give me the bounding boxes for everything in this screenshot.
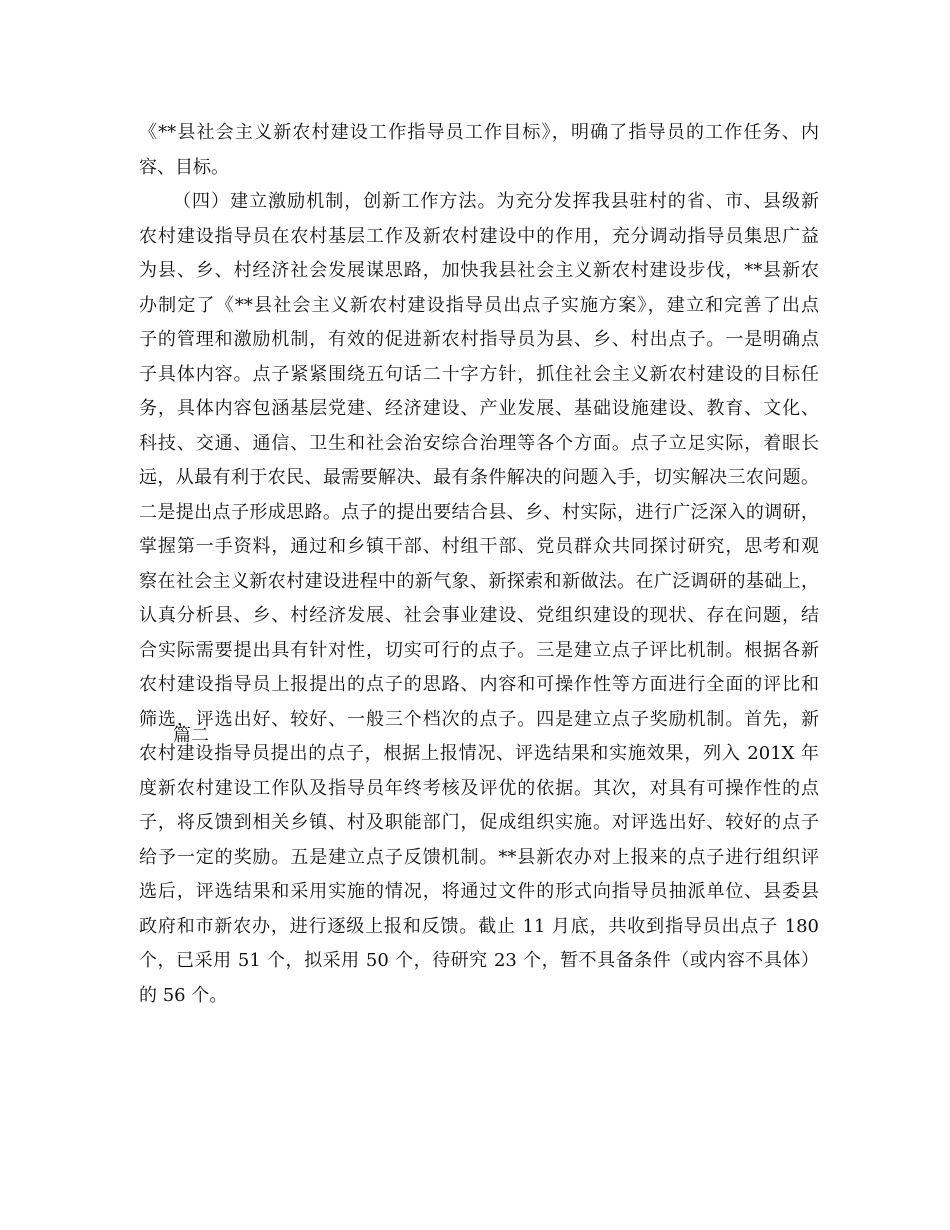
text-line: 二是提出点子形成思路。点子的提出要结合县、乡、村实际，进行广泛深入的调研， [139,501,819,523]
paragraph-first-line: （四）建立激励机制，创新工作方法。为充分发挥我县驻村的省、市、县级新 [173,191,819,212]
text-line: 选后，评选结果和采用实施的情况，将通过文件的形式向指导员抽派单位、县委县 [139,881,819,902]
text-line: 度新农村建设工作队及指导员年终考核及评优的依据。其次，对具有可操作性的点 [139,777,819,799]
text-line: 认真分析县、乡、村经济发展、社会事业建设、党组织建设的现状、存在问题，结 [139,605,819,626]
text-line: 农村建设指导员在农村基层工作及新农村建设中的作用，充分调动指导员集思广益 [139,225,819,247]
text-line: 子具体内容。点子紧紧围绕五句话二十字方针，抓住社会主义新农村建设的目标任 [139,363,819,385]
text-line: 农村建设指导员上报提出的点子的思路、内容和可操作性等方面进行全面的评比和 [139,674,819,695]
text-line: 务，具体内容包涵基层党建、经济建设、产业发展、基础设施建设、教育、文化、 [139,398,819,419]
text-line: 给予一定的奖励。五是建立点子反馈机制。**县新农办对上报来的点子进行组织评 [139,846,819,868]
text-line: 远，从最有利于农民、最需要解决、最有条件解决的问题入手，切实解决三农问题。 [139,467,819,488]
text-line: 子的管理和激励机制，有效的促进新农村指导员为县、乡、村出点子。一是明确点 [139,329,819,350]
text-line: 掌握第一手资料，通过和乡镇干部、村组干部、党员群众共同探讨研究，思考和观 [139,536,819,557]
text-line: 《**县社会主义新农村建设工作指导员工作目标》，明确了指导员的工作任务、内 [139,122,819,143]
text-line: 个，已采用 51 个，拟采用 50 个，待研究 23 个，暂不具备条件（或内容不具体） [139,950,819,971]
text-line: 科技、交通、通信、卫生和社会治安综合治理等各个方面。点子立足实际，着眼长 [139,432,819,454]
text-line: 筛选，评选出好、较好、一般三个档次的点子。四是建立点子奖励机制。首先，新 [139,708,819,730]
text-line: 政府和市新农办，进行逐级上报和反馈。截止 11 月底，共收到指导员出点子 180 [139,915,819,937]
text-line: 为县、乡、村经济社会发展谋思路，加快我县社会主义新农村建设步伐，**县新农 [139,260,819,281]
body-text [139,116,819,1013]
text-line: 办制定了《**县社会主义新农村建设指导员出点子实施方案》，建立和完善了出点 [139,294,819,316]
text-line: 察在社会主义新农村建设进程中的新气象、新探索和新做法。在广泛调研的基础上， [139,570,819,592]
section-heading: 篇二 [173,725,209,746]
text-line: 的 56 个。 [139,984,228,1006]
text-line: 容、目标。 [139,156,229,178]
text-line: 农村建设指导员提出的点子，根据上报情况、评选结果和实施效果，列入 201X 年 [139,743,819,764]
text-line: 子，将反馈到相关乡镇、村及职能部门，促成组织实施。对评选出好、较好的点子 [139,812,819,833]
text-line: 合实际需要提出具有针对性，切实可行的点子。三是建立点子评比机制。根据各新 [139,639,819,661]
